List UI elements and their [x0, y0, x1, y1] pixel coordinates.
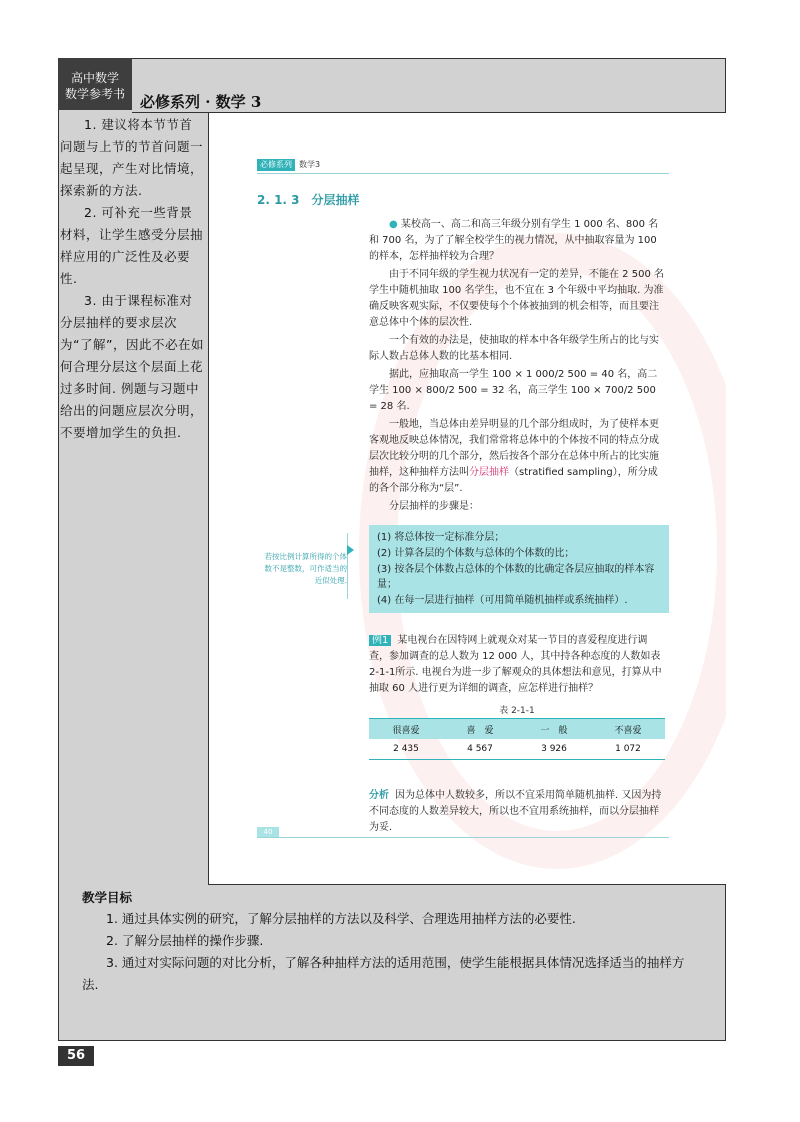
table-header-cell: 很喜爱 [369, 719, 443, 740]
sidebar-notes [60, 114, 205, 884]
table-header-cell: 一 般 [517, 719, 591, 740]
keyword: 分层抽样 [469, 467, 509, 478]
analysis [369, 788, 665, 836]
definition-text-b: （stratified sampling），所分成的各个部分称为“层”. [369, 467, 658, 494]
paragraph: 一个有效的办法是，使抽取的样本中各年级学生所占的比与实际人数占总体人数的比基本相同. [369, 335, 659, 362]
paragraph: 据此，应抽取高一学生 100 × 1 000/2 500 = 40 名，高二学生 100 × 800/2 500 = 32 名，高三学生 100 × 700/2 500 = 28 名. [369, 369, 658, 412]
inner-page-number: 40 [257, 827, 279, 837]
inner-tag-book: 数学3 [299, 160, 321, 169]
example-label: 例1 [369, 635, 391, 646]
table-header-row [369, 719, 665, 740]
table-row [369, 739, 665, 760]
header-tag-line2: 数学参考书 [64, 87, 125, 101]
table-cell: 3 926 [517, 739, 591, 760]
analysis-text: 因为总体中人数较多，所以不宜采用简单随机抽样. 又因为持不同态度的人数差异较大，所以也不宜用系统抽样，而以分层抽样为妥. [369, 790, 662, 833]
inner-tag-series: 必修系列 [257, 159, 295, 171]
step-item: (3) 按各层个体数占总体的个体数的比确定各层应抽取的样本容量； [377, 564, 655, 590]
table-header-cell: 喜 爱 [443, 719, 517, 740]
bullet-dot-icon: ● [389, 219, 398, 230]
question-text: 某校高一、高二和高三年级分别有学生 1 000 名、800 名和 700 名，为了了解全校学生的视力情况，从中抽取容量为 100 的样本，怎样抽样较为合理？ [369, 219, 659, 262]
steps-box [369, 525, 669, 613]
header-title: 必修系列 · 数学 3 [140, 93, 262, 111]
teaching-goals [60, 886, 722, 1038]
header-tag [58, 58, 132, 110]
table-cell: 1 072 [591, 739, 665, 760]
page-number: 56 [58, 1046, 94, 1066]
table-cell: 4 567 [443, 739, 517, 760]
inner-header-tag [257, 159, 324, 171]
step-item: (4) 在每一层进行抽样（可用简单随机抽样或系统抽样）. [377, 595, 628, 606]
sidebar-note: 1. 建议将本节节首问题与上节的节首问题一起呈现，产生对比情境，探索新的方法. [60, 117, 204, 198]
example [369, 633, 665, 697]
example-text: 某电视台在因特网上就观众对某一节目的喜爱程度进行调查，参加调查的总人数为 12 000 人，其中持各种态度的人数如表 2-1-1所示. 电视台为进一步了解观众的具体想法和意见，打算从中抽取 60 人进行更为详细的调查，应怎样进行抽样？ [369, 635, 662, 694]
table-caption: 表 2-1-1 [499, 706, 535, 716]
inner-header-divider [257, 173, 669, 174]
step-item: (2) 计算各层的个体数与总体的个体数的比； [377, 548, 575, 559]
header-tag-line1: 高中数学 [70, 71, 119, 85]
margin-note-bar [347, 533, 348, 599]
step-item: (1) 将总体按一定标准分层； [377, 532, 505, 543]
pointer-triangle-icon [347, 545, 354, 555]
table-header-cell: 不喜爱 [591, 719, 665, 740]
paragraph: 由于不同年级的学生视力状况有一定的差异，不能在 2 500 名学生中随机抽取 100 名学生，也不宜在 3 个年级中平均抽取. 为准确反映客观实际，不仅要使每个个体被抽到的机会相等，而且要注意总体中个体的层次性. [369, 269, 664, 328]
goal-item: 1. 通过具体实例的研究，了解分层抽样的方法以及科学、合理选用抽样方法的必要性. [106, 911, 576, 926]
goal-item: 2. 了解分层抽样的操作步骤. [106, 933, 264, 948]
data-table [369, 718, 665, 760]
question-paragraph [369, 217, 665, 265]
sidebar-note: 2. 可补充一些背景材料，让学生感受分层抽样应用的广泛性及必要性. [60, 205, 204, 286]
paragraph: 分层抽样的步骤是： [389, 501, 479, 512]
definition-text-a: 一般地，当总体由差异明显的几个部分组成时，为了使样本更客观地反映总体情况，我们常常将总体中的个体按不同的特点分成层次比较分明的几个部分，然后按各个部分在总体中所占的比实施抽样，这种抽样方法叫 [369, 419, 659, 478]
sidebar-note: 3. 由于课程标准对分层抽样的要求层次为“了解”，因此不必在如何合理分层这个层面上花过多时间. 例题与习题中给出的问题应层次分明，不要增加学生的负担. [60, 293, 204, 440]
definition-paragraph [369, 417, 665, 497]
table-cell: 2 435 [369, 739, 443, 760]
margin-note: 若按比例计算所得的个体数不是整数，可作适当的近似处理. [264, 552, 347, 585]
analysis-label: 分析 [369, 790, 389, 801]
textbook-page [208, 113, 726, 885]
section-title: 2. 1. 3 分层抽样 [257, 193, 360, 207]
goal-item: 3. 通过对实际问题的对比分析，了解各种抽样方法的适用范围，使学生能根据具体情况选择适当的抽样方法. [82, 955, 685, 992]
goals-heading: 教学目标 [82, 890, 133, 905]
inner-footer-divider [257, 837, 669, 838]
section-body [369, 217, 665, 517]
